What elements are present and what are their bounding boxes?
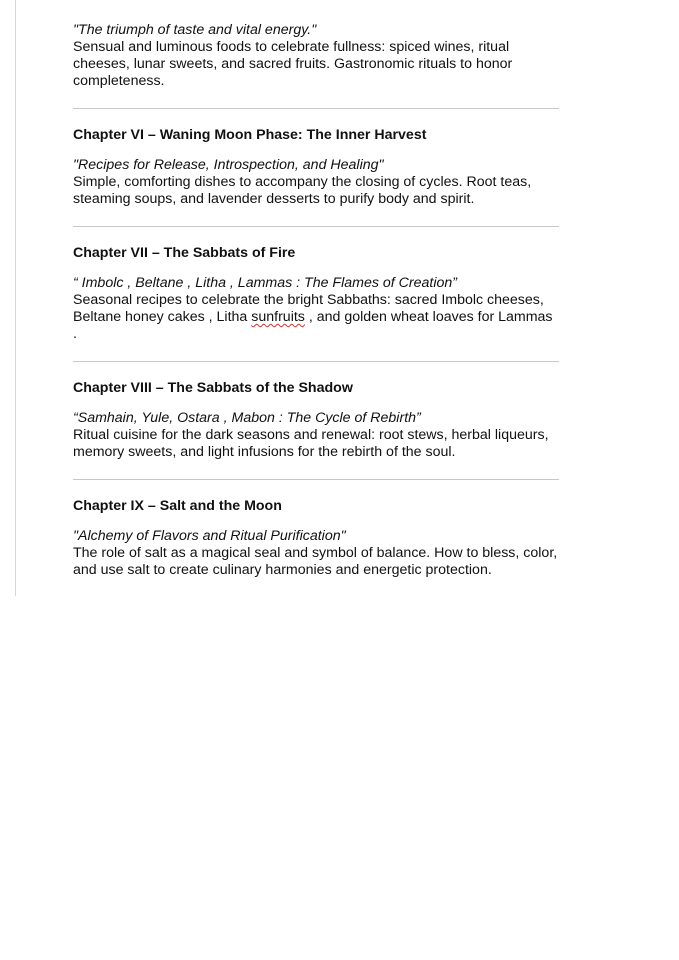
chapter-description: Sensual and luminous foods to celebrate fullness: spiced wines, ritual cheeses, lunar sweets, and sacred fruits. Gastronomic rituals to honor completeness. <box>73 39 513 89</box>
section-divider <box>73 226 559 227</box>
section-chapter-vii <box>73 245 559 343</box>
section-chapter-vi <box>73 127 559 208</box>
section-chapter-ix <box>73 498 559 579</box>
section-divider <box>73 361 559 362</box>
section-chapter-v-continued <box>73 22 559 90</box>
document-content <box>73 22 559 579</box>
chapter-title: Chapter VI – Waning Moon Phase: The Inner Harvest <box>73 127 427 143</box>
description-text: , and golden wheat loaves for Lammas . <box>73 309 553 342</box>
chapter-subtitle: “ Imbolc , Beltane , Litha , Lammas : The Flames of Creation” <box>73 275 458 291</box>
chapter-description <box>73 292 559 343</box>
chapter-title: Chapter IX – Salt and the Moon <box>73 498 282 514</box>
chapter-description: The role of salt as a magical seal and symbol of balance. How to bless, color, and use salt to create culinary harmonies and energetic protection. <box>73 545 558 578</box>
section-chapter-viii <box>73 380 559 461</box>
chapter-description: Ritual cuisine for the dark seasons and renewal: root stews, herbal liqueurs, memory sweets, and light infusions for the rebirth of the soul. <box>73 427 549 460</box>
chapter-subtitle: "Recipes for Release, Introspection, and Healing" <box>73 157 384 173</box>
section-divider <box>73 108 559 109</box>
chapter-subtitle: "The triumph of taste and vital energy." <box>73 22 317 38</box>
chapter-title: Chapter VII – The Sabbats of Fire <box>73 245 296 261</box>
chapter-title: Chapter VIII – The Sabbats of the Shadow <box>73 380 353 396</box>
chapter-subtitle: “Samhain, Yule, Ostara , Mabon : The Cycle of Rebirth” <box>73 410 421 426</box>
page-margin-line <box>15 0 16 596</box>
spellcheck-flagged-word: sunfruits <box>251 309 305 325</box>
section-divider <box>73 479 559 480</box>
chapter-description: Simple, comforting dishes to accompany the closing of cycles. Root teas, steaming soups, and lavender desserts to purify body and spirit. <box>73 174 532 207</box>
description-text: Seasonal recipes to celebrate the bright Sabbaths: sacred Imbolc cheeses, Beltane honey cakes , Litha <box>73 292 544 325</box>
chapter-subtitle: "Alchemy of Flavors and Ritual Purification" <box>73 528 346 544</box>
